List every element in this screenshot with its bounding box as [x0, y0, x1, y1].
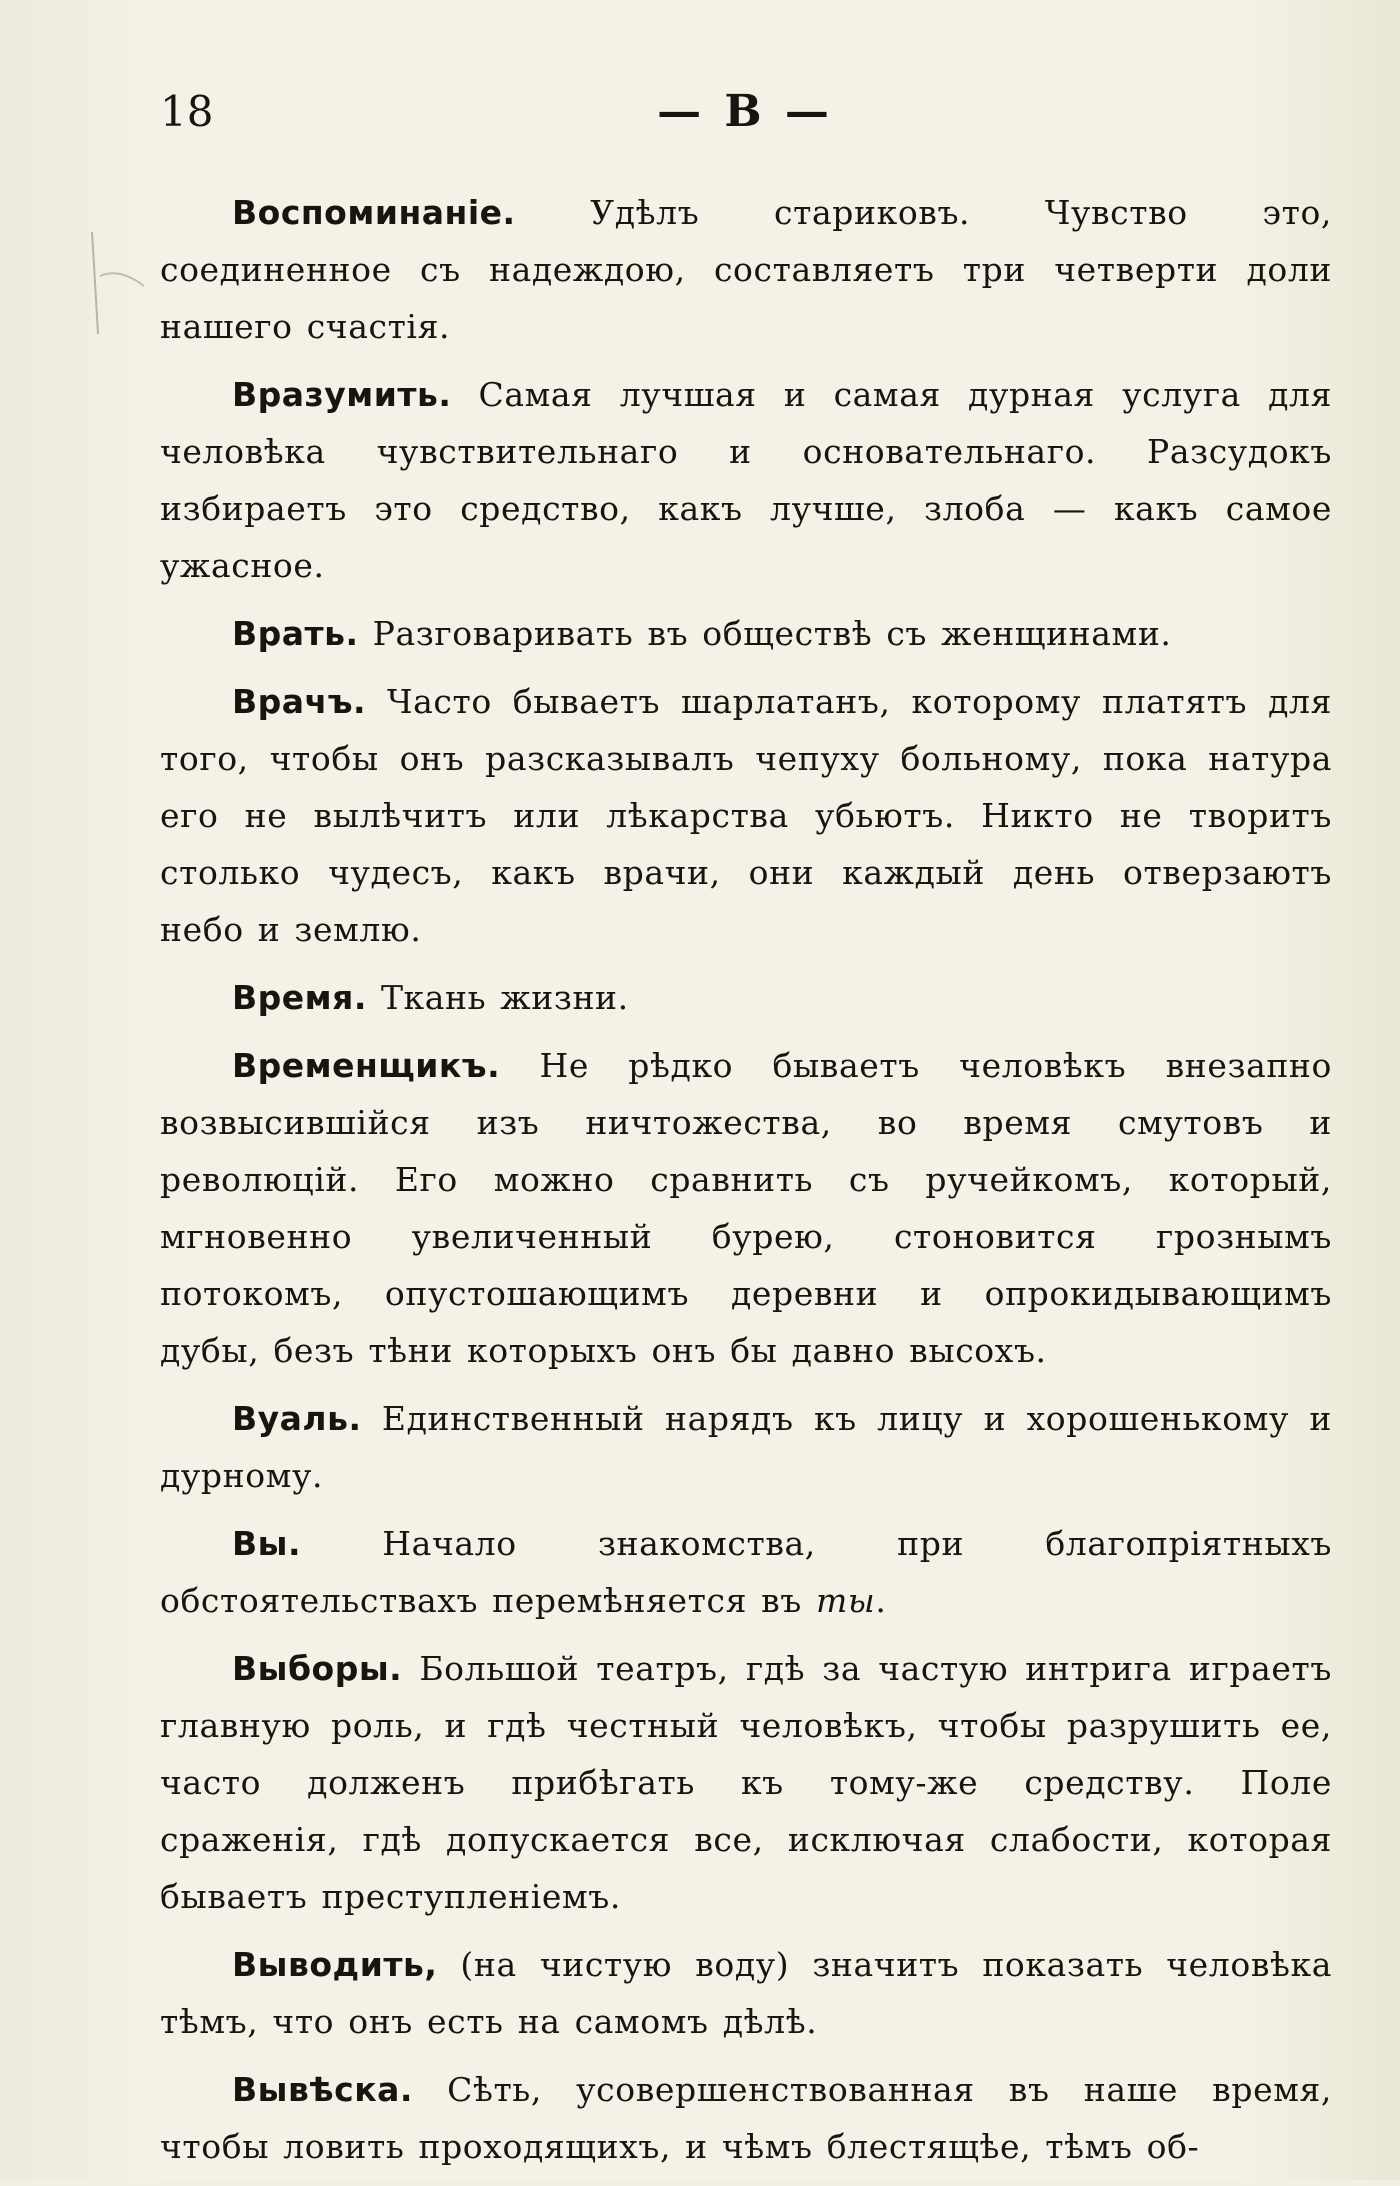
- definition: Ткань жизни.: [366, 978, 629, 1017]
- definition: Единственный нарядъ къ лицу и хорошенькому и дурному.: [160, 1399, 1332, 1495]
- headword: Вывѣска.: [232, 2070, 413, 2109]
- entry-vrat: [160, 605, 1332, 662]
- definition: Сѣть, усовершенствованная въ наше время, чтобы ловить проходящихъ, и чѣмъ блестящѣе, тѣмъ об-: [160, 2070, 1332, 2166]
- entry-vrazumit: [160, 366, 1332, 594]
- definition-tail: .: [875, 1581, 887, 1620]
- definition: (на чистую воду) значитъ показать человѣка тѣмъ, что онъ есть на самомъ дѣлѣ.: [160, 1945, 1332, 2041]
- italic-word: ты: [815, 1581, 876, 1620]
- headword: Вы.: [232, 1524, 302, 1563]
- definition: Часто бываетъ шарлатанъ, которому платятъ для того, чтобы онъ разсказывалъ чепуху больному, пока натура его не вылѣчитъ или лѣкарства убьютъ. Никто не творитъ столько чудесъ, какъ врачи, они каждый день отверзаютъ небо и землю.: [160, 682, 1332, 949]
- page-number: 18: [160, 87, 214, 136]
- definition: Разговаривать въ обществѣ съ женщинами.: [358, 614, 1172, 653]
- entry-vual: [160, 1390, 1332, 1504]
- entry-vybory: [160, 1640, 1332, 1925]
- dictionary-entries: [160, 184, 1332, 2186]
- entry-vremya: [160, 969, 1332, 1026]
- headword: Вразумить.: [232, 375, 452, 414]
- definition: Не рѣдко бываетъ человѣкъ внезапно возвысившійся изъ ничтожества, во время смутовъ и революцій. Его можно сравнить съ ручейкомъ, который, мгновенно увеличенный бурею, стоновится грознымъ потокомъ, опустошающимъ деревни и опрокидывающимъ дубы, безъ тѣни которыхъ онъ бы давно высохъ.: [160, 1046, 1332, 1370]
- headword: Время.: [232, 978, 367, 1017]
- definition: Удѣлъ стариковъ. Чувство это, соединенное съ надеждою, составляетъ три четверти доли нашего счастія.: [160, 193, 1332, 346]
- headword: Временщикъ.: [232, 1046, 501, 1085]
- entry-vyveska: [160, 2061, 1332, 2175]
- entry-vremenshchik: [160, 1037, 1332, 1379]
- entry-vospominanie: [160, 184, 1332, 355]
- headword: Вуаль.: [232, 1399, 362, 1438]
- headword: Выводить,: [232, 1945, 438, 1984]
- definition: Большой театръ, гдѣ за частую интрига играетъ главную роль, и гдѣ честный человѣкъ, чтобы разрушить ее, часто долженъ прибѣгать къ тому-же средству. Поле сраженія, гдѣ допускается все, исключая слабости, которая бываетъ преступленіемъ.: [160, 1649, 1332, 1916]
- entry-vy: [160, 1515, 1332, 1629]
- entry-vrach: [160, 673, 1332, 958]
- headword: Воспоминаніе.: [232, 193, 516, 232]
- section-letter-heading: — В —: [657, 86, 833, 137]
- pencil-margin-mark: [84, 226, 154, 346]
- entry-vyvodit: [160, 1936, 1332, 2050]
- definition: Начало знакомства, при благопріятныхъ обстоятельствахъ перемѣняется въ: [160, 1524, 1332, 1620]
- headword: Врачъ.: [232, 682, 367, 721]
- definition: Самая лучшая и самая дурная услуга для человѣка чувствительнаго и основательнаго. Разсудокъ избираетъ это средство, какъ лучше, злоба — какъ самое ужасное.: [160, 375, 1332, 585]
- headword: Выборы.: [232, 1649, 403, 1688]
- running-head: [160, 82, 1330, 142]
- headword: Врать.: [232, 614, 359, 653]
